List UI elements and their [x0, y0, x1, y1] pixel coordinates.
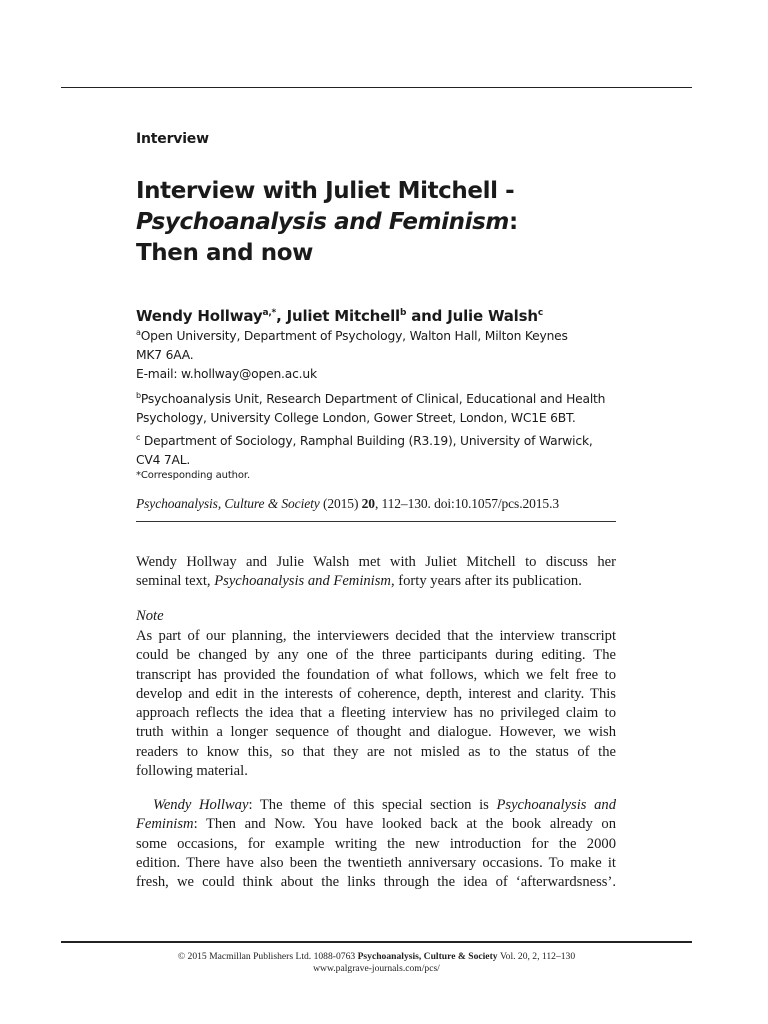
citation-volume: 20	[361, 496, 375, 511]
note-body	[136, 627, 616, 781]
paragraph-italic: Psychoanalysis and	[496, 797, 616, 813]
affiliation-a	[136, 323, 656, 384]
author-separator: and	[406, 307, 448, 325]
note-line: develop and edit in the interests of coherence, depth, interest and clarity. This	[136, 685, 616, 702]
note-line: could be changed by any one of the three participants during editing. The	[136, 647, 616, 664]
author-separator: ,	[276, 307, 287, 325]
paragraph-line	[136, 815, 616, 834]
abstract-book-title: Psychoanalysis and Feminism	[214, 573, 391, 590]
paragraph-text: : The theme of this special section is	[248, 797, 497, 813]
citation-rest: , 112–130. doi:10.1057/pcs.2015.3	[374, 496, 560, 511]
note-line: truth within a longer sequence of thought and dialogue. However, we wish	[136, 724, 616, 741]
affiliation-a-sup: a	[136, 328, 141, 337]
author-email[interactable]: E-mail: w.hollway@open.ac.uk	[136, 367, 317, 381]
affiliation-a-text: Open University, Department of Psychology, Walton Hall, Milton Keynes	[140, 329, 568, 343]
interview-paragraph	[136, 796, 616, 892]
footer-journal: Psychoanalysis, Culture & Society	[357, 951, 500, 962]
note-line: readers to know this, so that they are not misled as to the status of the	[136, 743, 616, 760]
paragraph-line	[136, 796, 616, 815]
article-title	[136, 176, 656, 269]
section-label: Interview	[136, 131, 209, 147]
affiliation-a-line-1	[136, 323, 656, 346]
affiliation-b-sup: b	[136, 391, 141, 400]
affiliation-c-sup: c	[136, 433, 141, 442]
footer-copyright: © 2015 Macmillan Publishers Ltd. 1088-0763	[177, 951, 358, 962]
corresponding-author-note: *Corresponding author.	[136, 470, 251, 481]
footer-volume: Vol. 20, 2, 112–130	[499, 951, 576, 962]
paragraph-italic: Feminism	[136, 816, 194, 833]
speaker-name: Wendy Hollway	[153, 797, 249, 813]
note-line: As part of our planning, the interviewers decided that the interview transcript	[136, 628, 616, 644]
top-rule	[61, 87, 692, 88]
paragraph-text: : Then and Now. You have looked back at the book already on	[193, 816, 616, 833]
title-italic-part: Psychoanalysis and Feminism	[136, 209, 509, 235]
title-colon: :	[508, 209, 518, 235]
abstract-text: , forty years after its publication.	[390, 573, 582, 590]
affiliation-c-line-1	[136, 428, 656, 451]
abstract	[136, 553, 616, 592]
affiliation-c	[136, 428, 656, 470]
author-3: Julie Walsh	[447, 307, 538, 325]
header-rule	[136, 521, 616, 522]
abstract-line	[136, 572, 616, 591]
paragraph-line: edition. There have also been the twentieth anniversary occasions. To make it	[136, 854, 616, 871]
note-line: following material.	[136, 763, 248, 780]
title-line-1: Interview with Juliet Mitchell -	[136, 178, 515, 204]
title-line-2	[136, 207, 656, 238]
author-1-sup: a,*	[262, 308, 277, 318]
title-line-3: Then and now	[136, 240, 314, 266]
footer-rule	[61, 941, 692, 943]
note-line: transcript has provided the foundation of what follows, which we felt free to	[136, 666, 616, 683]
affiliation-c-line-2: CV4 7AL.	[136, 453, 191, 467]
citation-journal: Psychoanalysis, Culture & Society	[136, 496, 320, 511]
affiliation-a-line-2: MK7 6AA.	[136, 348, 194, 362]
footer-line-1	[61, 951, 692, 963]
affiliation-b-line-2: Psychology, University College London, Gower Street, London, WC1E 6BT.	[136, 411, 576, 425]
affiliation-b	[136, 386, 656, 428]
footer-url[interactable]: www.palgrave-journals.com/pcs/	[313, 963, 440, 974]
affiliation-c-text: Department of Sociology, Ramphal Building (R3.19), University of Warwick,	[140, 434, 593, 448]
abstract-text: seminal text,	[136, 573, 215, 590]
author-2-sup: b	[399, 308, 407, 318]
note-heading: Note	[136, 608, 164, 624]
author-2: Juliet Mitchell	[286, 307, 400, 325]
paragraph-line: some occasions, for example writing the new introduction for the 2000	[136, 835, 616, 852]
citation-year: (2015)	[319, 496, 362, 511]
paragraph-line: fresh, we could think about the links through the idea of ‘afterwardsness’.	[136, 874, 616, 891]
affiliation-b-text: Psychoanalysis Unit, Research Department of Clinical, Educational and Health	[140, 392, 606, 406]
page-footer	[61, 951, 692, 975]
abstract-line: Wendy Hollway and Julie Walsh met with Juliet Mitchell to discuss her	[136, 554, 616, 570]
affiliation-b-line-1	[136, 386, 656, 409]
note-line: approach reflects the idea that a fleeting interview has no privileged claim to	[136, 705, 616, 722]
author-1: Wendy Hollway	[136, 307, 263, 325]
citation-line	[136, 496, 616, 512]
author-3-sup: c	[537, 308, 543, 318]
